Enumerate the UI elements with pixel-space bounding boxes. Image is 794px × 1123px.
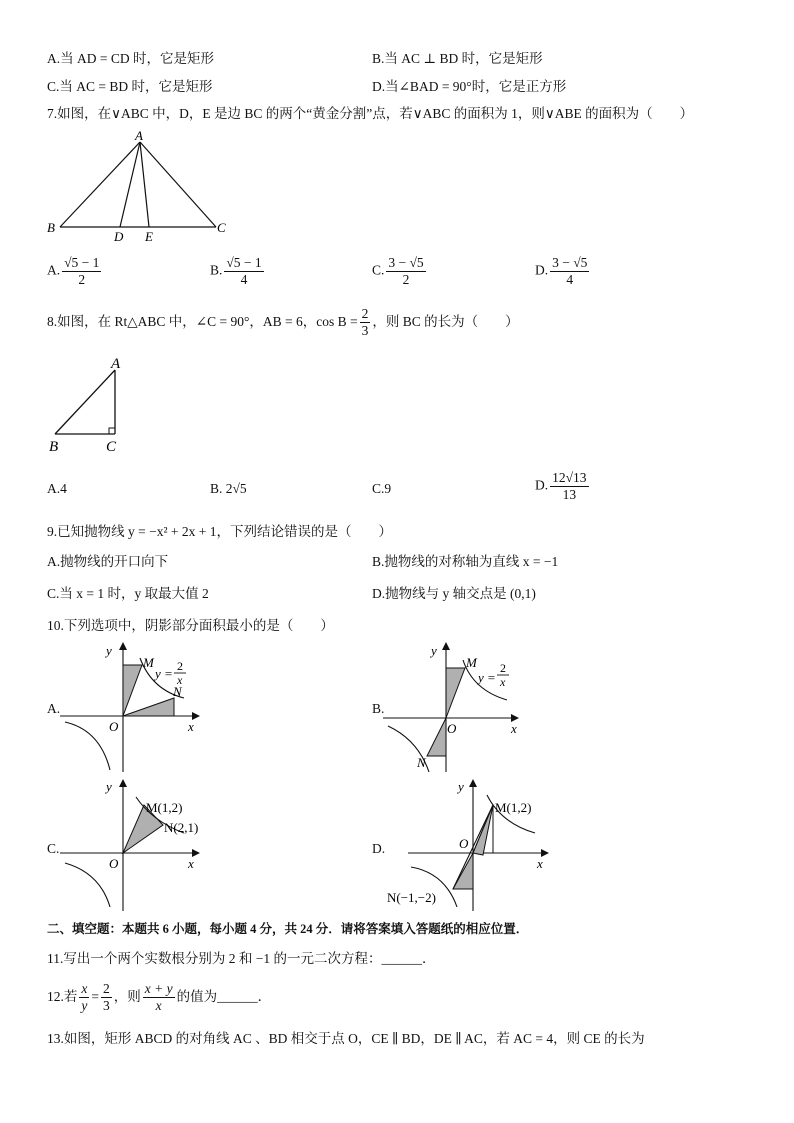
q8-label-a: A bbox=[111, 356, 121, 372]
q7-stem: 7.如图，在∨ABC 中，D，E 是边 BC 的两个“黄金分割”点，若∨ABC 的面积为 1，则∨ABE 的面积为（ ） bbox=[47, 106, 694, 121]
q10d-origin-label: O bbox=[459, 836, 469, 851]
q9-option-d: D.抛物线与 y 轴交点是 (0,1) bbox=[372, 586, 536, 601]
q8-right-triangle-figure bbox=[45, 352, 135, 456]
q10b-y-axis-label: y bbox=[431, 643, 437, 658]
q8-label-c: C bbox=[106, 439, 117, 455]
q9-option-b: B.抛物线的对称轴为直线 x = −1 bbox=[372, 554, 559, 569]
q7-label-b: B bbox=[47, 220, 55, 235]
q10-figure-b bbox=[383, 640, 533, 775]
q10a-origin-label: O bbox=[109, 719, 119, 734]
q7-label-c: C bbox=[217, 220, 226, 235]
q12-stem: 12.若 $\frac{x}{y}$ = $\frac{2}{3}$ ，则 $\frac{x + y}{x}$ 的值为______． bbox=[47, 981, 272, 1014]
section-fill-in-heading: 二、填空题：本题共 6 小题，每小题 4 分，共 24 分．请将答案填入答题纸的相应位置． bbox=[47, 922, 529, 936]
q10b-n-label: N bbox=[417, 755, 426, 770]
q7-label-e: E bbox=[145, 229, 153, 244]
q6-option-a: A.当 AD = CD 时，它是矩形 bbox=[47, 51, 214, 66]
q7-option-d: D. $\frac{3 - √5}{4}$ bbox=[535, 255, 588, 287]
q8-label-b: B bbox=[49, 439, 59, 455]
q6-option-d: D.当∠BAD = 90°时，它是正方形 bbox=[372, 79, 567, 94]
q7-option-b: B. $\frac{√5 - 1}{4}$ bbox=[210, 255, 262, 287]
q10-figure-d bbox=[383, 775, 563, 915]
q10b-func-lhs: y = bbox=[478, 670, 496, 685]
q10a-func-lhs: y = bbox=[155, 666, 173, 681]
q10a-func-den: x bbox=[177, 673, 183, 687]
q10-figure-a bbox=[60, 640, 210, 775]
q10-option-c-label: C. bbox=[47, 841, 60, 856]
q7-option-c: C. $\frac{3 - √5}{2}$ bbox=[372, 255, 424, 287]
q10b-m-label: M bbox=[466, 655, 477, 670]
q10c-n-label: N(2,1) bbox=[164, 820, 199, 835]
q10b-x-axis-label: x bbox=[511, 721, 517, 736]
q10d-n-label: N(−1,−2) bbox=[387, 890, 436, 905]
q10a-n-label: N bbox=[173, 684, 182, 699]
q10d-m-label: M(1,2) bbox=[495, 800, 532, 815]
q9-option-c: C.当 x = 1 时，y 取最大值 2 bbox=[47, 586, 209, 601]
q8-option-a: A.4 bbox=[47, 481, 67, 496]
q10-stem: 10.下列选项中，阴影部分面积最小的是（ ） bbox=[47, 618, 334, 633]
q10b-origin-label: O bbox=[447, 721, 457, 736]
q10d-y-axis-label: y bbox=[458, 779, 464, 794]
q8-stem: 8.如图，在 Rt△ABC 中，∠C = 90°，AB = 6，cos B = $\frac{2}{3}$ ，则 BC 的长为（ ） bbox=[47, 306, 519, 339]
q10b-func-num: 2 bbox=[500, 661, 506, 675]
q9-option-a: A.抛物线的开口向下 bbox=[47, 554, 169, 569]
q9-stem: 9.已知抛物线 y = −x² + 2x + 1，下列结论错误的是（ ） bbox=[47, 524, 393, 539]
q13-stem: 13.如图，矩形 ABCD 的对角线 AC 、BD 相交于点 O，CE ∥ BD，DE ∥ AC，若 AC = 4，则 CE 的长为 bbox=[47, 1031, 645, 1046]
q10-option-b-label: B. bbox=[372, 701, 385, 716]
q7-option-a: A. $\frac{√5 - 1}{2}$ bbox=[47, 255, 100, 287]
q8-option-c: C.9 bbox=[372, 481, 392, 496]
q7-label-a: A bbox=[135, 128, 143, 143]
q10c-origin-label: O bbox=[109, 856, 119, 871]
q10c-m-label: M(1,2) bbox=[146, 800, 183, 815]
q8-option-b: B. 2√5 bbox=[210, 481, 247, 496]
q10-option-d-label: D. bbox=[372, 841, 386, 856]
q10a-x-axis-label: x bbox=[188, 719, 194, 734]
q10c-y-axis-label: y bbox=[106, 779, 112, 794]
q10a-y-axis-label: y bbox=[106, 643, 112, 658]
q10a-func-num: 2 bbox=[177, 659, 183, 673]
q6-option-b: B.当 AC ⊥ BD 时，它是矩形 bbox=[372, 51, 543, 66]
q7-label-d: D bbox=[114, 229, 124, 244]
q7-triangle-figure bbox=[40, 128, 240, 246]
q10-option-a-label: A. bbox=[47, 701, 61, 716]
q6-option-c: C.当 AC = BD 时，它是矩形 bbox=[47, 79, 213, 94]
q10c-x-axis-label: x bbox=[188, 856, 194, 871]
q10d-x-axis-label: x bbox=[537, 856, 543, 871]
q11-stem: 11.写出一个两个实数根分别为 2 和 −1 的一元二次方程：______． bbox=[47, 951, 436, 966]
q10b-func-den: x bbox=[500, 675, 506, 689]
q10a-m-label: M bbox=[143, 655, 154, 670]
q10-figure-c bbox=[60, 775, 230, 915]
q8-option-d: D. $\frac{12√13}{13}$ bbox=[535, 470, 587, 502]
